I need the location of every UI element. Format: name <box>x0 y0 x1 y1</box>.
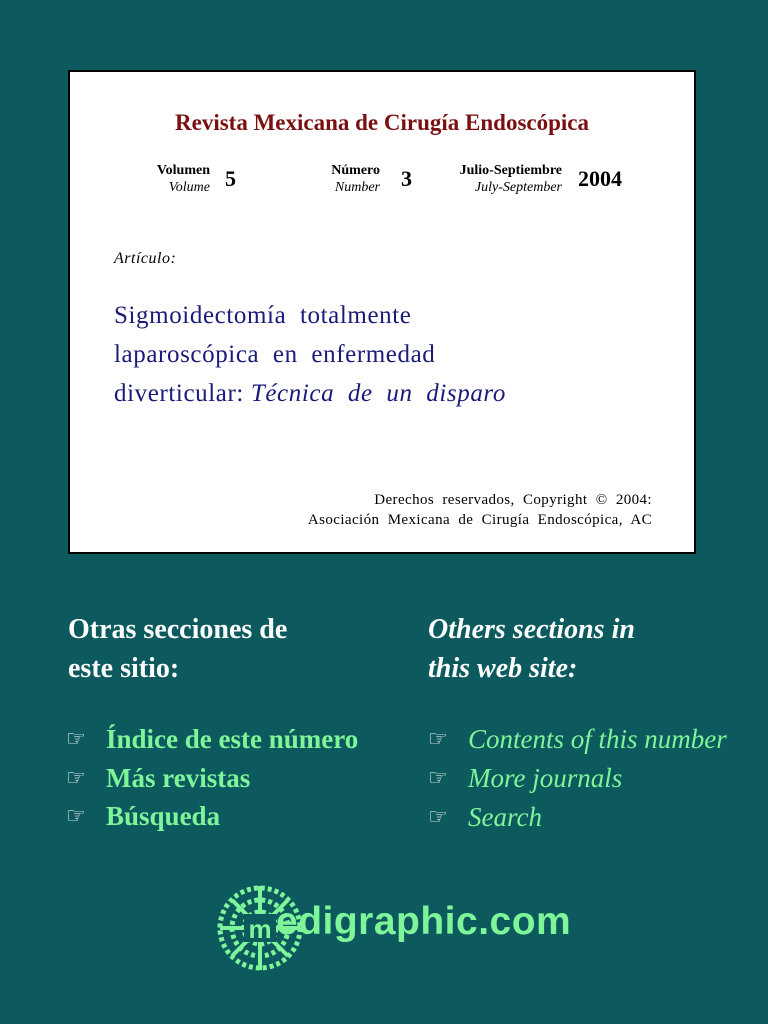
link-search-en[interactable] <box>428 798 727 837</box>
journal-title: Revista Mexicana de Cirugía Endoscópica <box>175 110 589 135</box>
link-label[interactable]: More journals <box>468 763 623 793</box>
copyright <box>308 490 652 530</box>
number-label-es: Número <box>331 163 380 178</box>
link-contents[interactable] <box>428 720 727 759</box>
link-more-journals[interactable] <box>66 759 358 797</box>
heading-line: this web site: <box>428 653 578 684</box>
article-title-line <box>114 374 634 413</box>
article-label: Artículo: <box>114 250 177 267</box>
link-label[interactable]: Búsqueda <box>106 801 221 831</box>
number-label-en: Number <box>334 180 380 195</box>
pointing-hand-icon: ☞ <box>428 766 448 791</box>
article-title-line: Sigmoidectomía totalmente <box>114 302 412 329</box>
article-card <box>68 70 696 554</box>
copyright-line: Derechos reservados, Copyright © 2004: <box>374 492 652 508</box>
pointing-hand-icon: ☞ <box>66 804 86 829</box>
number-value: 3 <box>401 166 412 191</box>
link-label[interactable]: Índice de este número <box>106 724 359 754</box>
links-es <box>66 720 358 836</box>
medigraphic-logo[interactable] <box>214 878 572 978</box>
sections-heading-en <box>428 610 748 688</box>
number-labels <box>300 162 380 196</box>
link-index[interactable] <box>66 720 358 759</box>
link-label[interactable]: Contents of this number <box>468 724 727 754</box>
heading-line: Others sections in <box>428 614 635 645</box>
pointing-hand-icon: ☞ <box>428 727 448 752</box>
article-title-line: laparoscópica en enfermedad <box>114 341 436 368</box>
pointing-hand-icon: ☞ <box>66 765 86 791</box>
pointing-hand-icon: ☞ <box>428 805 448 830</box>
article-title-subtitle: Técnica de un disparo <box>250 380 506 407</box>
svg-text:m: m <box>248 914 272 944</box>
volume-labels <box>130 162 210 196</box>
period-labels <box>430 162 562 196</box>
link-search[interactable] <box>66 797 358 836</box>
heading-line: este sitio: <box>68 653 180 684</box>
article-title <box>114 296 634 413</box>
year-value: 2004 <box>578 166 622 191</box>
links-en <box>428 720 727 837</box>
pointing-hand-icon: ☞ <box>66 727 86 752</box>
link-label[interactable]: Más revistas <box>106 762 251 793</box>
sections-heading-es <box>68 610 388 688</box>
volume-label-es: Volumen <box>156 163 210 178</box>
logo-text[interactable]: edigraphic.com <box>276 900 572 943</box>
volume-label-en: Volume <box>168 180 210 195</box>
link-label[interactable]: Search <box>468 802 542 832</box>
article-title-text: diverticular: <box>114 380 251 407</box>
heading-line: Otras secciones de <box>68 614 288 645</box>
volume-value: 5 <box>225 166 236 191</box>
link-more-journals-en[interactable] <box>428 759 727 798</box>
period-label-es: Julio-Septiembre <box>459 163 562 178</box>
period-label-en: July-September <box>474 180 562 195</box>
copyright-line: Asociación Mexicana de Cirugía Endoscópica, AC <box>307 512 652 528</box>
